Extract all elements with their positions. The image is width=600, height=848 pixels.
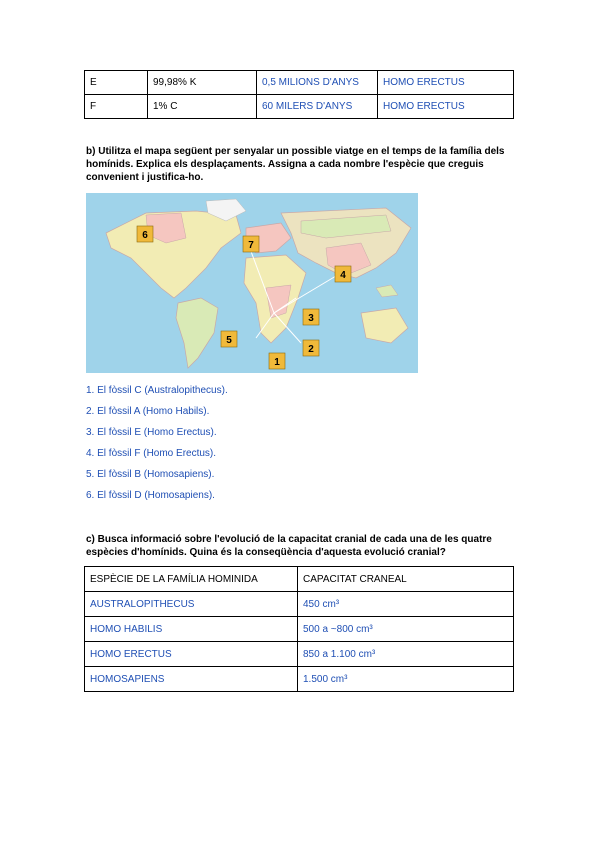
fossil-age: 60 MILERS D'ANYS — [257, 95, 378, 119]
svg-text:5: 5 — [226, 335, 232, 346]
table-row — [85, 71, 514, 95]
svg-text:4: 4 — [340, 270, 346, 281]
svg-text:6: 6 — [142, 230, 148, 241]
map-marker-7 — [243, 236, 259, 252]
map-marker-4 — [335, 266, 351, 282]
svg-text:7: 7 — [248, 240, 254, 251]
species-cell: AUSTRALOPITHECUS — [85, 592, 298, 617]
world-map — [86, 193, 418, 373]
map-marker-3 — [303, 309, 319, 325]
table-row — [85, 667, 514, 692]
capacity-cell: 450 cm³ — [298, 592, 514, 617]
capacity-cell: 1.500 cm³ — [298, 667, 514, 692]
column-header: CAPACITAT CRANEAL — [298, 567, 514, 592]
map-marker-2 — [303, 340, 319, 356]
fossil-percent: 99,98% K — [148, 71, 257, 95]
list-item: 4. El fòssil F (Homo Erectus). — [86, 448, 217, 459]
question-c: c) Busca informació sobre l'evolució de la capacitat cranial de cada una de les quatre espècies d'homínids. Quina és la conseqüència d'aquesta evolució cranial? — [86, 534, 492, 558]
map-marker-5 — [221, 331, 237, 347]
capacity-cell: 500 a ~800 cm³ — [298, 617, 514, 642]
svg-text:1: 1 — [274, 357, 280, 368]
fossil-species: HOMO ERECTUS — [378, 95, 514, 119]
table-row — [85, 95, 514, 119]
list-item: 3. El fòssil E (Homo Erectus). — [86, 427, 217, 438]
question-b: b) Utilitza el mapa següent per senyalar un possible viatge en el temps de la família dels homínids. Explica els desplaçaments. Assigna a cada nombre l'espècie que creguis convenient i justifica-ho. — [86, 146, 505, 183]
species-cell: HOMO HABILIS — [85, 617, 298, 642]
cranial-capacity-table — [84, 566, 514, 692]
table-row — [85, 592, 514, 617]
fossil-species: HOMO ERECTUS — [378, 71, 514, 95]
list-item: 5. El fòssil B (Homosapiens). — [86, 469, 215, 480]
map-marker-6 — [137, 226, 153, 242]
fossil-letter: E — [85, 71, 148, 95]
species-cell: HOMOSAPIENS — [85, 667, 298, 692]
table-header-row — [85, 567, 514, 592]
svg-text:2: 2 — [308, 344, 314, 355]
list-item: 1. El fòssil C (Australopithecus). — [86, 385, 228, 396]
svg-text:3: 3 — [308, 313, 314, 324]
species-cell: HOMO ERECTUS — [85, 642, 298, 667]
list-item: 6. El fòssil D (Homosapiens). — [86, 490, 215, 501]
table-row — [85, 617, 514, 642]
fossil-letter: F — [85, 95, 148, 119]
fossil-table — [84, 70, 514, 119]
answer-list — [86, 383, 228, 509]
fossil-percent: 1% C — [148, 95, 257, 119]
capacity-cell: 850 a 1.100 cm³ — [298, 642, 514, 667]
list-item: 2. El fòssil A (Homo Habils). — [86, 406, 210, 417]
table-row — [85, 642, 514, 667]
column-header: ESPÈCIE DE LA FAMÍLIA HOMINIDA — [85, 567, 298, 592]
fossil-age: 0,5 MILIONS D'ANYS — [257, 71, 378, 95]
map-marker-1 — [269, 353, 285, 369]
